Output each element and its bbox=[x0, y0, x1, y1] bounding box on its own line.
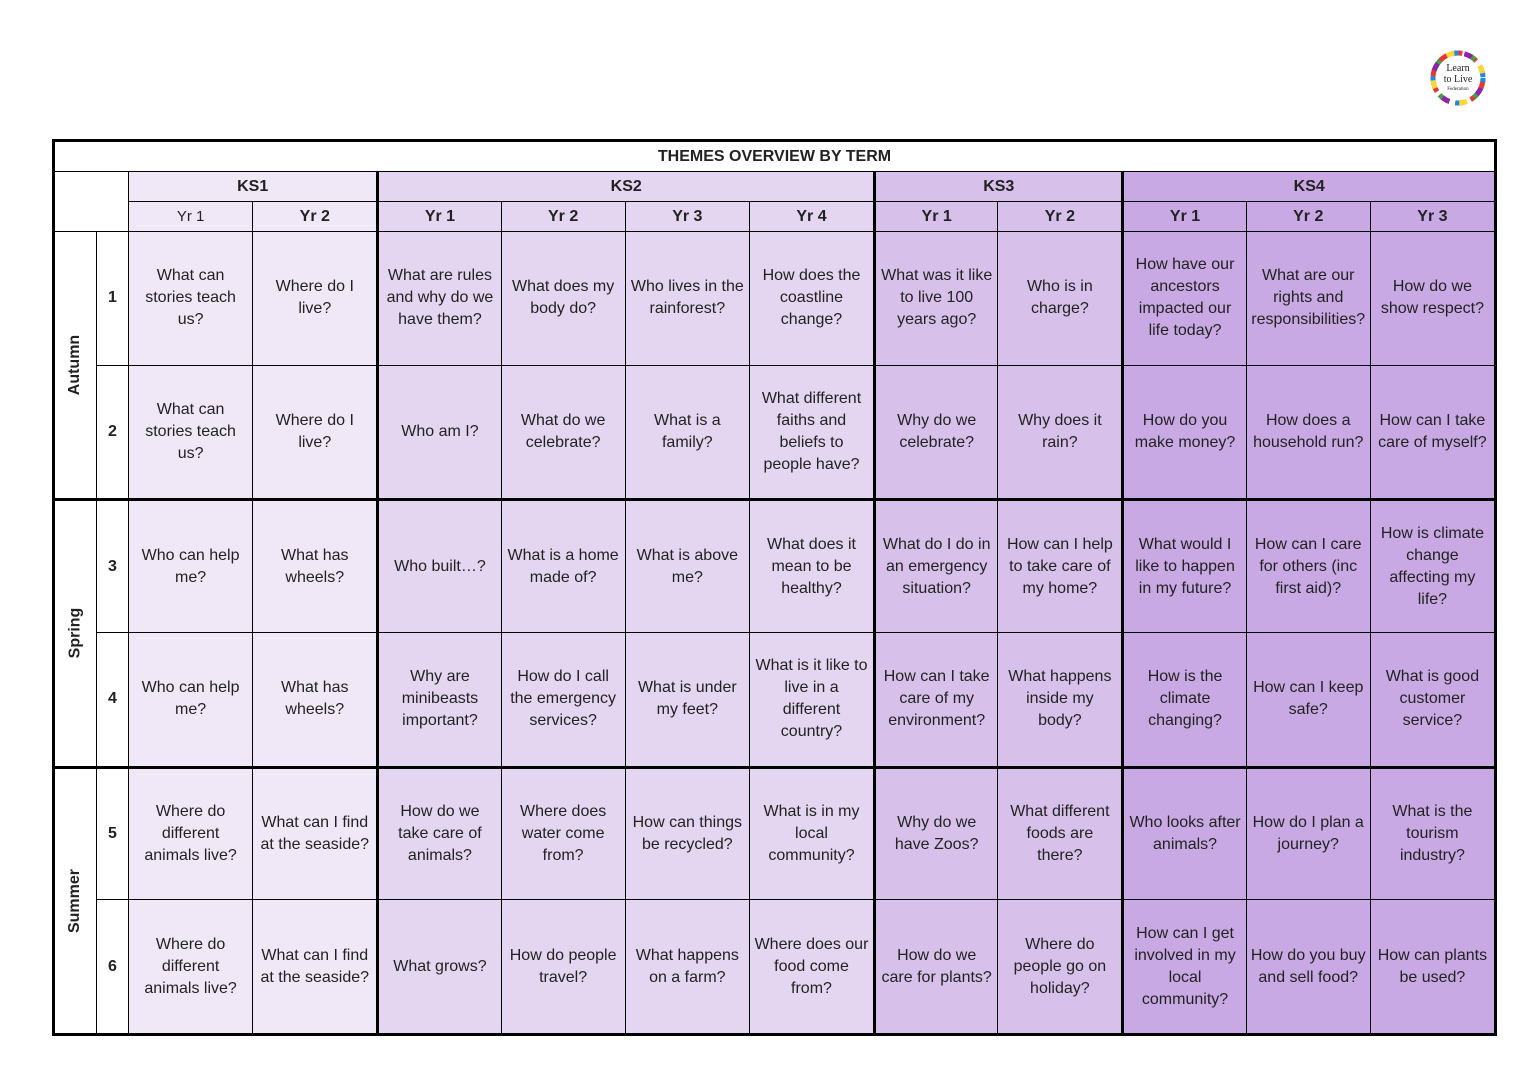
theme-cell: How can I help to take care of my home? bbox=[998, 499, 1121, 632]
theme-cell: What is a family? bbox=[626, 366, 749, 499]
theme-cell: Why do we celebrate? bbox=[874, 366, 997, 499]
theme-cell: What are our rights and responsibilities? bbox=[1247, 232, 1370, 365]
theme-cell: Who lives in the rainforest? bbox=[626, 232, 749, 365]
year-header-ks4-3: Yr 3 bbox=[1371, 202, 1494, 231]
theme-cell: What is it like to live in a different country? bbox=[750, 633, 873, 766]
theme-cell: How can I get involved in my local community? bbox=[1122, 900, 1245, 1033]
row-number: 5 bbox=[97, 767, 128, 900]
row-number: 3 bbox=[97, 499, 128, 632]
theme-cell: Where does water come from? bbox=[502, 767, 625, 900]
theme-cell: What are rules and why do we have them? bbox=[377, 232, 500, 365]
theme-cell: How can I keep safe? bbox=[1247, 633, 1370, 766]
ks-header-ks2: KS2 bbox=[377, 172, 873, 201]
theme-cell: What does my body do? bbox=[502, 232, 625, 365]
year-header-ks2-2: Yr 2 bbox=[502, 202, 625, 231]
theme-cell: What do I do in an emergency situation? bbox=[874, 499, 997, 632]
term-label-autumn bbox=[55, 232, 96, 498]
year-header-ks4-2: Yr 2 bbox=[1247, 202, 1370, 231]
theme-cell: What is under my feet? bbox=[626, 633, 749, 766]
logo-text-2: to Live bbox=[1443, 74, 1473, 85]
theme-cell: What grows? bbox=[377, 900, 500, 1033]
theme-cell: What can I find at the seaside? bbox=[253, 900, 376, 1033]
term-label-summer bbox=[55, 767, 96, 1033]
term-label-text: Spring bbox=[66, 608, 84, 659]
theme-cell: How do we take care of animals? bbox=[377, 767, 500, 900]
theme-cell: Why do we have Zoos? bbox=[874, 767, 997, 900]
theme-cell: Where do I live? bbox=[253, 232, 376, 365]
theme-cell: How can plants be used? bbox=[1371, 900, 1494, 1033]
theme-cell: How do I plan a journey? bbox=[1247, 767, 1370, 900]
theme-cell: How can I care for others (inc first aid)? bbox=[1247, 499, 1370, 632]
theme-cell: Who can help me? bbox=[129, 633, 252, 766]
theme-cell: Who built…? bbox=[377, 499, 500, 632]
theme-cell: How can I take care of myself? bbox=[1371, 366, 1494, 499]
row-number: 6 bbox=[97, 900, 128, 1033]
themes-overview-table bbox=[52, 139, 1497, 1036]
theme-cell: How have our ancestors impacted our life today? bbox=[1122, 232, 1245, 365]
theme-cell: What happens on a farm? bbox=[626, 900, 749, 1033]
theme-cell: Where do different animals live? bbox=[129, 767, 252, 900]
theme-cell: What does it mean to be healthy? bbox=[750, 499, 873, 632]
theme-cell: Where do people go on holiday? bbox=[998, 900, 1121, 1033]
year-header-ks4-1: Yr 1 bbox=[1122, 202, 1245, 231]
theme-cell: What can stories teach us? bbox=[129, 232, 252, 365]
theme-cell: What do we celebrate? bbox=[502, 366, 625, 499]
logo-text-1: Learn bbox=[1446, 63, 1470, 74]
theme-cell: How is climate change affecting my life? bbox=[1371, 499, 1494, 632]
logo-text-3: Federation bbox=[1447, 87, 1469, 92]
theme-cell: Where do I live? bbox=[253, 366, 376, 499]
year-header-ks3-2: Yr 2 bbox=[998, 202, 1121, 231]
table-title: THEMES OVERVIEW BY TERM bbox=[55, 142, 1494, 171]
row-number: 4 bbox=[97, 633, 128, 766]
theme-cell: How do we show respect? bbox=[1371, 232, 1494, 365]
theme-cell: Who can help me? bbox=[129, 499, 252, 632]
theme-cell: What is in my local community? bbox=[750, 767, 873, 900]
logo-ring-icon bbox=[1424, 44, 1492, 112]
theme-cell: How can I take care of my environment? bbox=[874, 633, 997, 766]
theme-cell: Why does it rain? bbox=[998, 366, 1121, 499]
theme-cell: Who am I? bbox=[377, 366, 500, 499]
theme-cell: Who is in charge? bbox=[998, 232, 1121, 365]
term-label-spring bbox=[55, 499, 96, 765]
theme-cell: How do people travel? bbox=[502, 900, 625, 1033]
ks-header-ks3: KS3 bbox=[874, 172, 1121, 201]
theme-cell: How do you buy and sell food? bbox=[1247, 900, 1370, 1033]
year-header-ks1-2: Yr 2 bbox=[253, 202, 376, 231]
ks-header-ks1: KS1 bbox=[129, 172, 376, 201]
year-header-ks2-3: Yr 3 bbox=[626, 202, 749, 231]
theme-cell: What happens inside my body? bbox=[998, 633, 1121, 766]
theme-cell: How do I call the emergency services? bbox=[502, 633, 625, 766]
theme-cell: What different foods are there? bbox=[998, 767, 1121, 900]
theme-cell: What would I like to happen in my future? bbox=[1122, 499, 1245, 632]
theme-cell: How do we care for plants? bbox=[874, 900, 997, 1033]
learn-to-live-logo bbox=[1424, 44, 1492, 112]
ks-header-ks4: KS4 bbox=[1122, 172, 1494, 201]
year-header-ks1-1: Yr 1 bbox=[129, 202, 252, 231]
theme-cell: What different faiths and beliefs to people have? bbox=[750, 366, 873, 499]
row-number: 1 bbox=[97, 232, 128, 365]
term-label-text: Autumn bbox=[66, 334, 84, 396]
theme-cell: Why are minibeasts important? bbox=[377, 633, 500, 766]
year-header-ks2-4: Yr 4 bbox=[750, 202, 873, 231]
year-header-ks2-1: Yr 1 bbox=[377, 202, 500, 231]
theme-cell: What can I find at the seaside? bbox=[253, 767, 376, 900]
theme-cell: How does a household run? bbox=[1247, 366, 1370, 499]
theme-cell: Who looks after animals? bbox=[1122, 767, 1245, 900]
theme-cell: What is good customer service? bbox=[1371, 633, 1494, 766]
theme-cell: What can stories teach us? bbox=[129, 366, 252, 499]
theme-cell: Where do different animals live? bbox=[129, 900, 252, 1033]
theme-cell: What is the tourism industry? bbox=[1371, 767, 1494, 900]
theme-cell: How does the coastline change? bbox=[750, 232, 873, 365]
theme-cell: How do you make money? bbox=[1122, 366, 1245, 499]
theme-cell: Where does our food come from? bbox=[750, 900, 873, 1033]
theme-cell: What has wheels? bbox=[253, 633, 376, 766]
theme-cell: What is a home made of? bbox=[502, 499, 625, 632]
year-header-ks3-1: Yr 1 bbox=[874, 202, 997, 231]
theme-cell: What has wheels? bbox=[253, 499, 376, 632]
row-number: 2 bbox=[97, 366, 128, 499]
term-label-text: Summer bbox=[66, 868, 84, 933]
theme-cell: What was it like to live 100 years ago? bbox=[874, 232, 997, 365]
table-corner bbox=[55, 172, 128, 231]
theme-cell: How can things be recycled? bbox=[626, 767, 749, 900]
theme-cell: What is above me? bbox=[626, 499, 749, 632]
theme-cell: How is the climate changing? bbox=[1122, 633, 1245, 766]
